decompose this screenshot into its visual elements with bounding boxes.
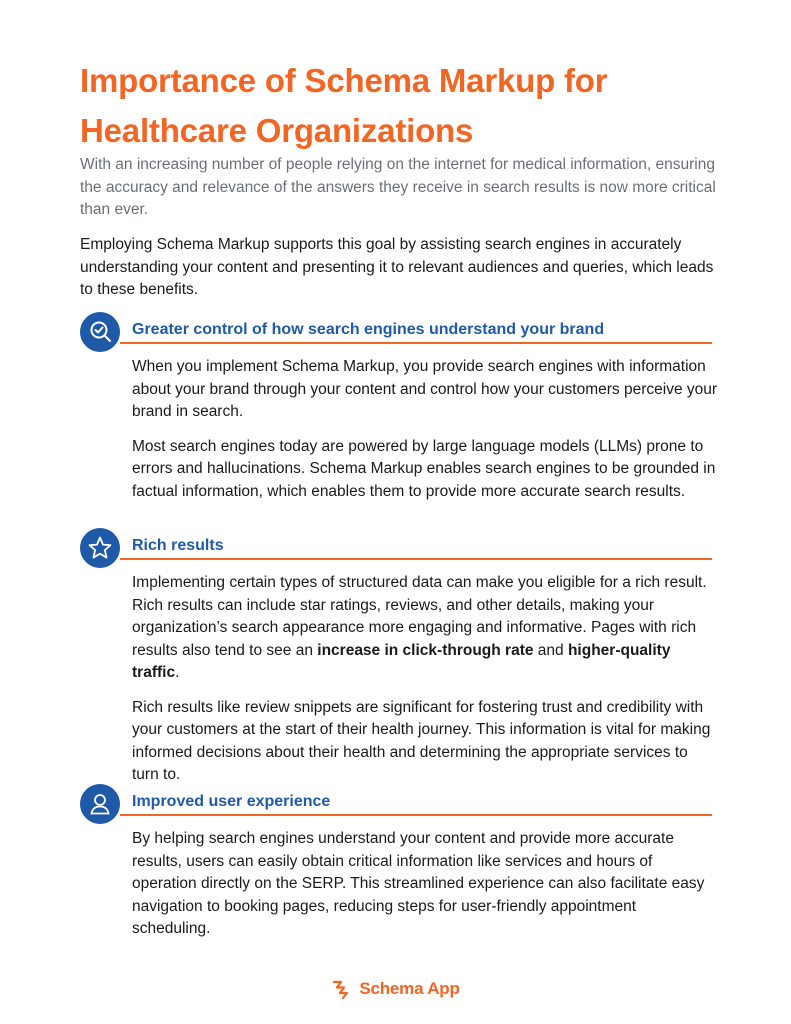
brand-name: Schema App — [359, 979, 460, 998]
intro-paragraph-1: With an increasing number of people relying on the internet for medical information, ensuring the accuracy and relevance of the answers they receive in search results is now more critical than ever. — [80, 156, 716, 218]
section-divider — [120, 558, 712, 560]
section-body — [132, 828, 718, 953]
section-paragraph: By helping search engines understand your content and provide more accurate results, users can easily obtain critical information like services and hours of operation directly on the SERP. This streamlined experience can also facilitate easy navigation to booking pages, reducing steps for user-friendly appointment scheduling. — [132, 830, 705, 937]
section-body — [132, 356, 718, 515]
section-heading: Greater control of how search engines understand your brand — [132, 321, 605, 338]
user-icon — [80, 784, 120, 824]
emphasis-text: increase in click-through rate — [317, 641, 534, 659]
magnifier-check-icon — [80, 312, 120, 352]
section-divider — [120, 814, 712, 816]
emphasis-text: higher-quality traffic — [132, 641, 671, 681]
section-paragraph: Implementing certain types of structured data can make you eligible for a rich result. Rich results can include star ratings, reviews, and other details, making your organization’s search appearance more engaging and informative. Pages with rich results also tend to see an increase in click-through rate and higher-quality traffic. — [132, 574, 707, 681]
section-heading: Rich results — [132, 537, 224, 554]
schema-app-logo-icon — [331, 978, 353, 1000]
section-paragraph: When you implement Schema Markup, you provide search engines with information about your brand through your content and control how your customers perceive your brand in search. — [132, 358, 718, 420]
star-icon — [80, 528, 120, 568]
section-paragraph: Most search engines today are powered by large language models (LLMs) prone to errors and hallucinations. Schema Markup enables search engines to be grounded in factual information, which enables them to provide more accurate search results. — [132, 437, 716, 500]
section-heading: Improved user experience — [132, 793, 331, 810]
page-title: Importance of Schema Markup for Healthcare Organizations — [80, 62, 608, 149]
footer-logo — [0, 978, 791, 1000]
section-body — [132, 572, 718, 799]
section-divider — [120, 342, 712, 344]
intro-paragraph-2: Employing Schema Markup supports this goal by assisting search engines in accurately understanding your content and presenting it to relevant audiences and queries, which leads to these benefits. — [80, 236, 714, 298]
section-paragraph: Rich results like review snippets are significant for fostering trust and credibility with your customers at the start of their health journey. This information is vital for making informed decisions about their health and determining the appropriate services to turn to. — [132, 698, 711, 783]
